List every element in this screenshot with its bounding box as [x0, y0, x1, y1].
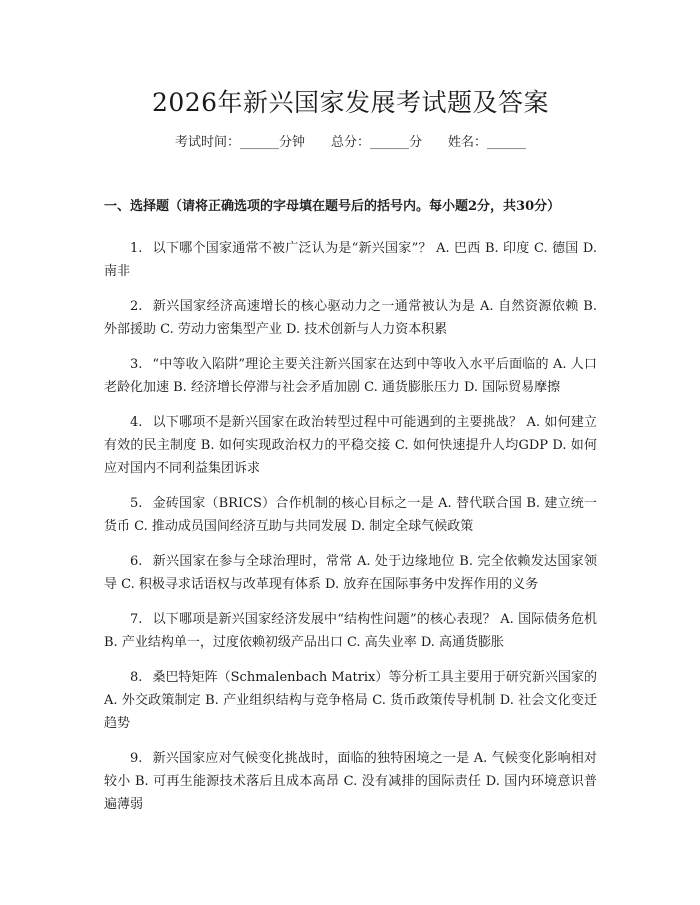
question-number: 2. — [130, 299, 143, 314]
exam-meta — [104, 133, 597, 153]
question-text: 新兴国家经济高速增长的核心驱动力之一通常被认为是 A. 自然资源依赖 B. 外部援助 C. 劳动力密集型产业 D. 技术创新与人力资本积累 — [104, 299, 597, 337]
score-label: 总分： — [330, 135, 370, 150]
question-number: 9. — [130, 751, 143, 766]
question-item — [104, 411, 597, 480]
question-text: “中等收入陷阱”理论主要关注新兴国家在达到中等收入水平后面临的 A. 人口老龄化加速 B. 经济增长停滞与社会矛盾加剧 C. 通货膨胀压力 D. 国际贸易摩擦 — [104, 357, 597, 395]
question-item — [104, 747, 597, 816]
question-text: 以下哪项不是新兴国家在政治转型过程中可能遇到的主要挑战？ A. 如何建立有效的民主制度 B. 如何实现政治权力的平稳交接 C. 如何快速提升人均GDP D. 如何应对国内不同利益集团诉求 — [104, 415, 597, 476]
question-number: 5. — [130, 496, 143, 511]
question-number: 1. — [130, 241, 143, 256]
question-number: 4. — [130, 415, 143, 430]
score-unit: 分 — [409, 135, 423, 150]
question-text: 新兴国家在参与全球治理时，常常 A. 处于边缘地位 B. 完全依赖发达国家领导 C. 积极寻求话语权与改革现有体系 D. 放弃在国际事务中发挥作用的义务 — [104, 554, 597, 592]
question-item — [104, 550, 597, 596]
question-item — [104, 492, 597, 538]
question-text: 以下哪个国家通常不被广泛认为是“新兴国家”？ A. 巴西 B. 印度 C. 德国 D. 南非 — [104, 241, 597, 279]
question-number: 3. — [130, 357, 143, 372]
time-label: 考试时间： — [174, 135, 240, 150]
question-item — [104, 237, 597, 283]
question-list — [104, 237, 597, 816]
question-text: 新兴国家应对气候变化挑战时，面临的独特困境之一是 A. 气候变化影响相对较小 B. 可再生能源技术落后且成本高昂 C. 没有减排的国际责任 D. 国内环境意识普遍薄弱 — [104, 751, 598, 812]
question-text: 桑巴特矩阵（Schmalenbach Matrix）等分析工具主要用于研究新兴国家的 A. 外交政策制定 B. 产业组织结构与竞争格局 C. 货币政策传导机制 D. 社会文化变迁趋势 — [104, 670, 597, 731]
question-text: 金砖国家（BRICS）合作机制的核心目标之一是 A. 替代联合国 B. 建立统一货币 C. 推动成员国间经济互助与共同发展 D. 制定全球气候政策 — [104, 496, 597, 534]
name-blank: ______ — [487, 135, 527, 150]
question-text: 以下哪项是新兴国家经济发展中“结构性问题”的核心表现？ A. 国际债务危机 B. 产业结构单一，过度依赖初级产品出口 C. 高失业率 D. 高通货膨胀 — [104, 612, 597, 650]
time-unit: 分钟 — [278, 135, 305, 150]
name-label: 姓名： — [448, 135, 488, 150]
question-item — [104, 295, 597, 341]
time-blank: ______ — [239, 135, 279, 150]
question-item — [104, 353, 597, 399]
question-item — [104, 608, 597, 654]
question-number: 8. — [130, 670, 143, 685]
question-number: 7. — [130, 612, 143, 627]
question-number: 6. — [130, 554, 143, 569]
score-blank: ______ — [370, 135, 409, 150]
question-item — [104, 666, 597, 735]
section-heading: 一、选择题（请将正确选项的字母填在题号后的括号内。每小题2分，共30分） — [104, 199, 561, 214]
page-title: 2026年新兴国家发展考试题及答案 — [151, 88, 550, 117]
